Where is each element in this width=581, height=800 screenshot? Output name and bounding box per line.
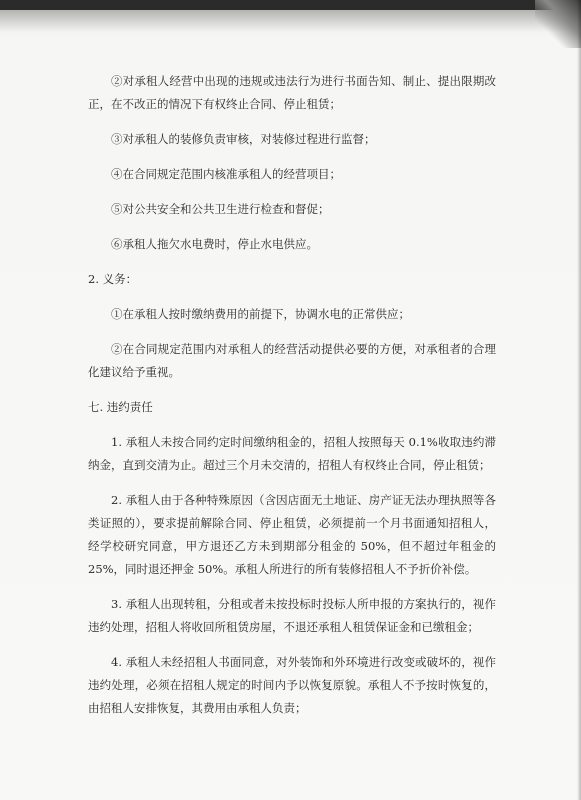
section-heading: 七. 违约责任 <box>88 400 153 414</box>
scan-top-edge <box>0 0 581 10</box>
document-body <box>88 70 496 732</box>
right-item-4: ④在合同规定范围内核准承租人的经营项目； <box>111 167 341 181</box>
right-item-2: ②对承租人经营中出现的违规或违法行为进行书面告知、制止、提出限期改正，在不改正的情况下有权终止合同、停止租赁； <box>88 74 496 111</box>
right-item-6: ⑥承租人拖欠水电费时，停止水电供应。 <box>111 237 318 251</box>
right-item-5: ⑤对公共安全和公共卫生进行检查和督促； <box>111 202 330 216</box>
duty-heading: 2. 义务： <box>88 272 138 286</box>
clause-4: 4. 承租人未经招租人书面同意，对外装饰和外环境进行改变或破坏的，视作违约处理，必须在招租人规定的时间内予以恢复原貌。承租人不予按时恢复的，由招租人安排恢复，其费用由承租人负责； <box>88 655 496 715</box>
folded-corner <box>535 0 581 48</box>
clause-2: 2. 承租人由于各种特殊原因（含因店面无土地证、房产证无法办理执照等各类证照的），要求提前解除合同、停止租赁，必须提前一个月书面通知招租人，经学校研究同意，甲方退还乙方未到期部分租金的 50%，但不超过年租金的 25%，同时退还押金 50%。承租人所进行的所有装修招租人不予折价补偿。 <box>88 493 496 576</box>
scan-right-edge <box>577 0 581 800</box>
clause-1: 1. 承租人未按合同约定时间缴纳租金的，招租人按照每天 0.1%收取违约滞纳金，直到交清为止。超过三个月未交清的，招租人有权终止合同，停止租赁； <box>88 435 496 472</box>
clause-3: 3. 承租人出现转租，分租或者未按投标时投标人所申报的方案执行的，视作违约处理，招租人将收回所租赁房屋，不退还承租人租赁保证金和已缴租金； <box>88 597 496 634</box>
duty-item-1: ①在承租人按时缴纳费用的前提下，协调水电的正常供应； <box>111 307 410 321</box>
right-item-3: ③对承租人的装修负责审核，对装修过程进行监督； <box>111 132 376 146</box>
duty-item-2: ②在合同规定范围内对承租人的经营活动提供必要的方便，对承租者的合理化建议给予重视。 <box>88 342 496 379</box>
